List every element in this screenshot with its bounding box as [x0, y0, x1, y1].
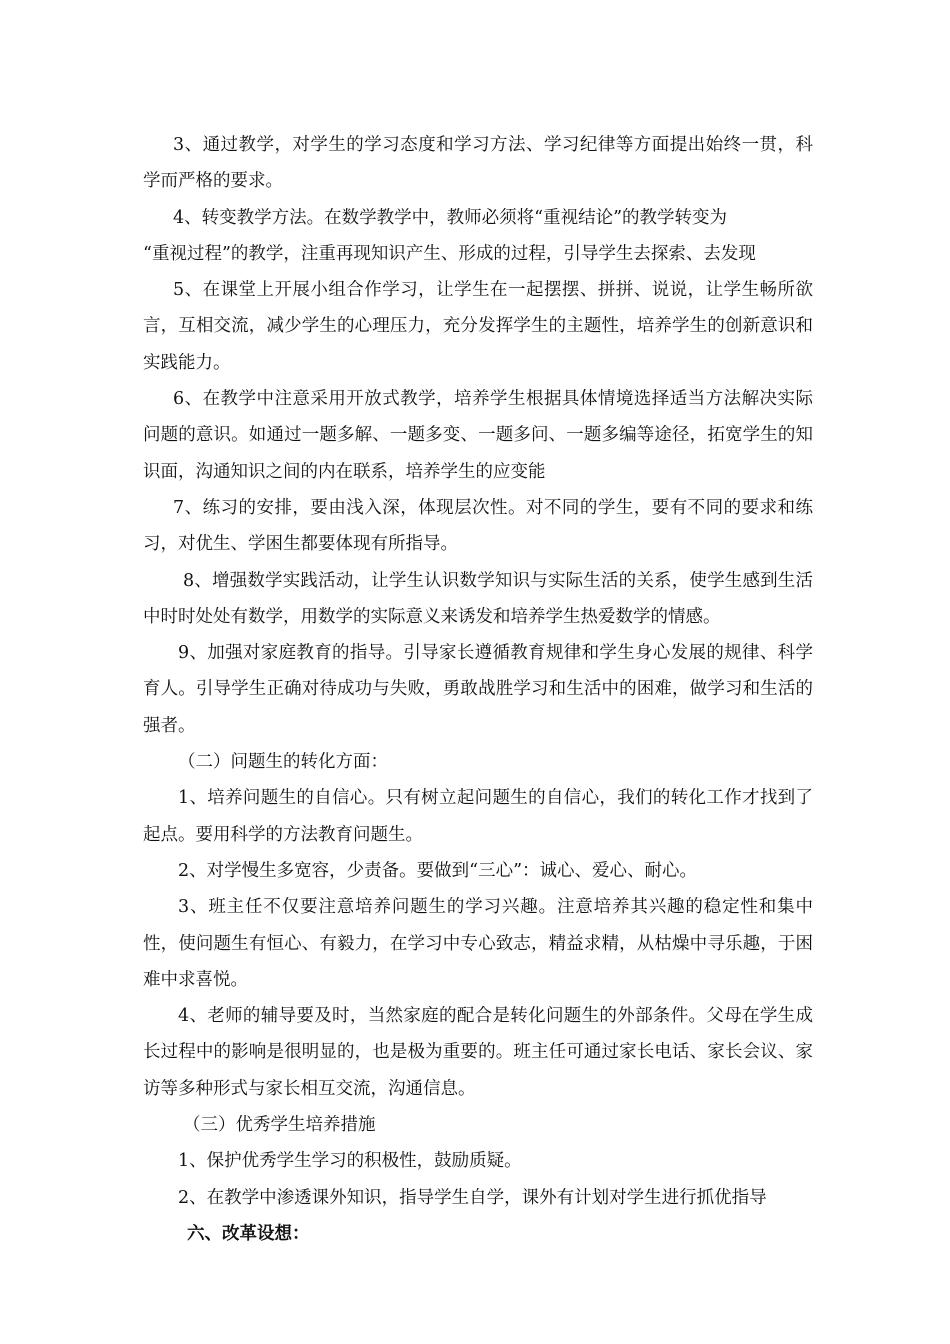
paragraph-problem-3: 3、班主任不仅要注意培养问题生的学习兴趣。注意培养其兴趣的稳定性和集中性，使问题生有恒心、有毅力，在学习中专心致志，精益求精，从枯燥中寻乐趣，于困难中求喜悦。: [143, 897, 813, 990]
section-heading-reform: 六、改革设想：: [187, 1223, 310, 1244]
paragraph-item-6: 6、在教学中注意采用开放式教学，培养学生根据具体情境选择适当方法解决实际问题的意识。如通过一题多解、一题多变、一题多问、一题多编等途径，拓宽学生的知识面，沟通知识之间的内在联系，培养学生的应变能: [143, 389, 813, 482]
paragraph-problem-4: 4、老师的辅导要及时，当然家庭的配合是转化问题生的外部条件。父母在学生成长过程中的影响是很明显的，也是极为重要的。班主任可通过家长电话、家长会议、家访等多种形式与家长相互交流，沟通信息。: [143, 1006, 813, 1099]
paragraph-problem-1: 1、培养问题生的自信心。只有树立起问题生的自信心，我们的转化工作才找到了起点。要用科学的方法教育问题生。: [143, 788, 813, 845]
paragraph-item-7: 7、练习的安排，要由浅入深，体现层次性。对不同的学生，要有不同的要求和练习，对优生、学困生都要体现有所指导。: [143, 497, 813, 555]
paragraph-excellent-1: 1、保护优秀学生学习的积极性，鼓励质疑。: [178, 1151, 522, 1172]
paragraph-item-3: 3、通过教学，对学生的学习态度和学习方法、学习纪律等方面提出始终一贯，科学而严格的要求。: [143, 135, 813, 192]
paragraph-item-4-continued: “重视过程”的教学，注重再现知识产生、形成的过程，引导学生去探索、去发现: [143, 243, 756, 264]
paragraph-item-4: 4、转变教学方法。在数学教学中，教师必须将“重视结论”的教学转变为: [173, 207, 728, 228]
paragraph-item-9: 9、加强对家庭教育的指导。引导家长遵循教育规律和学生身心发展的规律、科学育人。引导学生正确对待成功与失败，勇敢战胜学习和生活中的困难，做学习和生活的强者。: [143, 643, 813, 736]
paragraph-item-8: 8、增强数学实践活动，让学生认识数学知识与实际生活的关系，使学生感到生活中时时处处有数学，用数学的实际意义来诱发和培养学生热爱数学的情感。: [143, 570, 813, 627]
paragraph-item-5: 5、在课堂上开展小组合作学习，让学生在一起摆摆、拼拼、说说，让学生畅所欲言，互相交流，减少学生的心理压力，充分发挥学生的主题性，培养学生的创新意识和实践能力。: [143, 280, 813, 373]
section-heading-excellent-students: （三）优秀学生培养措施: [183, 1115, 376, 1136]
paragraph-excellent-2: 2、在教学中渗透课外知识，指导学生自学，课外有计划对学生进行抓优指导: [178, 1187, 767, 1208]
document-body: [143, 127, 813, 1252]
section-heading-problem-students: （二）问题生的转化方面：: [178, 752, 388, 773]
paragraph-problem-2: 2、对学慢生多宽容，少责备。要做到“三心”：诚心、爱心、耐心。: [178, 860, 698, 881]
